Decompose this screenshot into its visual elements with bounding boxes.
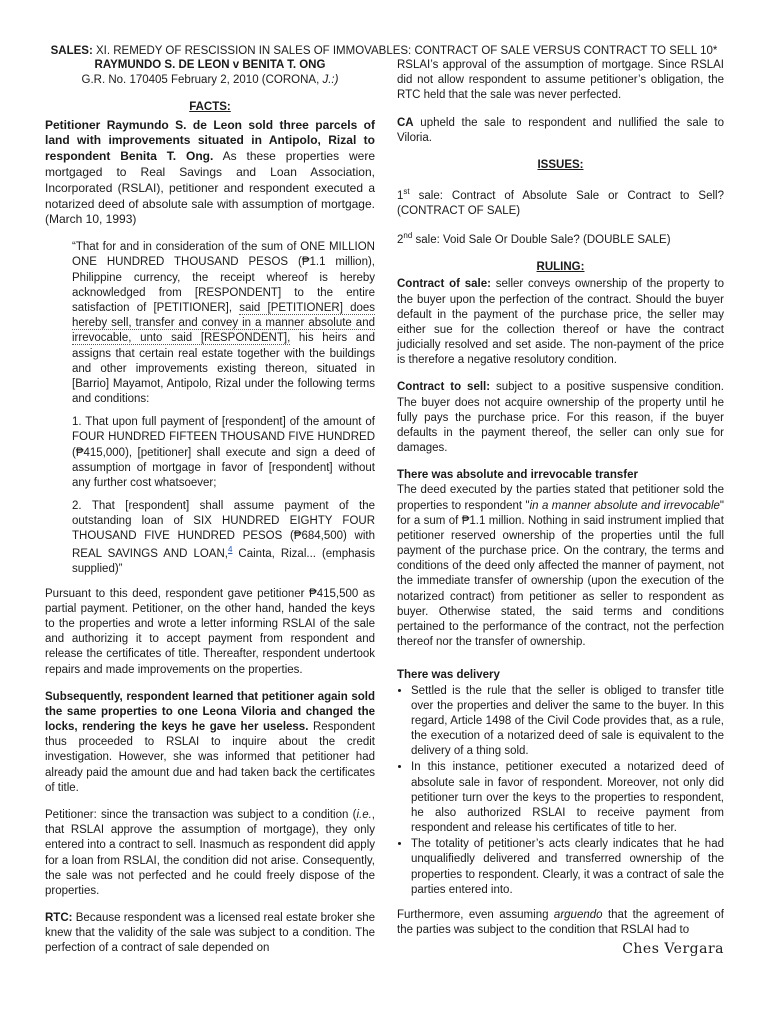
contract-to-sell-text: subject to a positive suspensive condition. The buyer does not acquire ownership of the property until he fully pays the purchase price. For this reason, if the buyer defaults in the payment thereof, the seller can only sue for damages. [397,381,724,455]
issue-1-num: 1 [397,189,404,202]
petitioner-label: Petitioner: [45,808,97,821]
contract-of-sale-text: seller conveys ownership of the property to the buyer upon the perfection of the contract. Should the buyer default in the payment of the purchase price, the seller may either sue for the collection thereof or have the contract judicially resolved and set aside. The non-payment of the price is therefore a negative resolutory condition. [397,278,724,367]
facts-intro-rest: As these properties were mortgaged to Real Savings and Loan Association, Incorporated (RSLAI), petitioner and respondent executed a notarized deed of absolute sale with assumption of mortgage. (March 10, 1993) [45,149,375,227]
quote-consideration [72,240,375,407]
quote-text-c: his heirs and assigns that certain real estate together with the buildings and other improvements existing thereon, situated in [Barrio] Mayamot, Antipolo, Rizal under the following terms and conditions: [72,332,375,406]
deed-quote [72,240,375,576]
para-partial-payment: Pursuant to this deed, respondent gave petitioner ₱415,500 as partial payment. Petitioner, on the other hand, handed the keys to the properties and wrote a letter informing RSLAI of the sale and authorizing it to accept payment from respondent and release the certificates of title. Thereafter, respondent undertook repairs and made improvements on the properties. [45,587,375,676]
para-subsequent-rest: Respondent thus proceeded to RSLAI to inquire about the credit investigation. However, she was informed that petitioner had already paid the amount due and had taken back the certificates of title. [45,721,375,794]
issue-2 [397,231,724,248]
ca-text: upheld the sale to respondent and nullified the sale to Viloria. [397,116,724,144]
issues-heading: ISSUES: [537,158,584,171]
issue-1 [397,187,724,219]
transfer-text-b: " for a sum of ₱1.1 million. Nothing in said instrument implied that petitioner reserved ownership of the properties until the full payment of the purchase price. On the contrary, the terms and conditions of the deed only affected the manner of payment, not the immediate transfer of ownership (upon the execution of the notarized contract) from petitioner as seller to respondent as buyer. Otherwise stated, the said terms and conditions pertained to the performance of the contract, not the perfection thereof nor the transfer of ownership. [397,499,724,649]
left-column [45,58,375,969]
para-ca [397,116,724,146]
furthermore-italic: arguendo [553,908,603,921]
case-reference [45,73,375,88]
facts-intro-bold: Petitioner Raymundo S. de Leon sold three parcels of land with improvements situated in Antipolo, Rizal to respondent Benita T. Ong. [45,117,375,164]
rtc-text: Because respondent was a licensed real estate broker she knew that the validity of the sale was subject to a condition. The perfection of a contract of sale depended on [45,912,375,955]
quote-item-2 [72,499,375,577]
issue-1-sup: st [403,187,410,197]
quote-text-emphasis: said [PETITIONER] does hereby sell, transfer and convey in a manner absolute and irrevocable, unto said [RESPONDENT], [72,302,376,345]
issue-2-text: sale: Void Sale Or Double Sale? (DOUBLE SALE) [412,234,671,247]
para-petitioner [45,808,375,899]
list-item: • Settled is the rule that the seller is obliged to transfer title over the properties and deliver the same to the buyer. In this regard, Article 1498 of the Civil Code provides that, as a rule, the execution of a notarized deed of sale is equivalent to the delivery of a thing sold. [411,684,724,760]
facts-heading: FACTS: [189,101,231,114]
para-subsequent-bold: Subsequently, respondent learned that petitioner again sold the same properties to one Leona Viloria and changed the locks, rendering the keys he gave her useless. [45,690,375,734]
list-item: • In this instance, petitioner executed a notarized deed of absolute sale in favor of respondent. Moreover, not only did petitioner turn over the keys to the properties to respondent, he also authorized RSLAI to receive payment from respondent and release his certificates of title to her. [411,760,724,836]
rtc-label: RTC: [45,912,73,925]
header-label: SALES: [50,45,93,57]
contract-of-sale-label: Contract of sale: [397,278,491,291]
facts-intro [45,118,375,229]
delivery-bullets [397,684,724,898]
issue-2-num: 2 [397,234,404,247]
petitioner-text-b: , that RSLAI approve the assumption of mortgage), they only entered into a contract to sell. Inasmuch as respondent did apply for a loan from RSLAI, the condition did not arise. Consequently, the sale was not perfected and he could freely dispose of the properties. [45,808,375,897]
footnote-link[interactable]: 4 [227,544,233,554]
case-ref-text: G.R. No. 170405 February 2, 2010 (CORONA, [81,74,323,87]
furthermore-text-a: Furthermore, even assuming [397,908,554,921]
rtc-continuation: RSLAI’s approval of the assumption of mortgage. Since RSLAI did not allow respondent to assume petitioner’s obligation, the RTC held that the sale was never perfected. [397,59,724,102]
para-transfer [397,483,724,650]
petitioner-ie: i.e. [356,808,372,821]
list-item: • The totality of petitioner’s acts clearly indicates that he had unqualifiedly delivered and transferred ownership of the properties to respondent. Clearly, it was a contract of sale the parties entered into. [411,837,724,898]
furthermore-text-b: that the agreement of the parties was subject to the condition that RSLAI had to [397,908,724,937]
right-column [397,58,724,950]
author-signature: Ches Vergara [622,941,724,957]
ca-label: CA [397,116,414,129]
contract-to-sell-label: Contract to sell: [397,381,491,394]
para-rtc [45,911,375,957]
quote-text-a: “That for and in consideration of the sum of ONE MILLION ONE HUNDRED THOUSAND PESOS (₱1.1 million), Philippine currency, the receipt whereof is hereby acknowledged from [RESPONDENT] to the entire satisfaction of [PETITIONER], [72,241,375,314]
issue-1-text: sale: Contract of Absolute Sale or Contract to Sell? (CONTRACT OF SALE) [397,189,724,218]
ruling-heading: RULING: [536,261,585,274]
quote-item-2-text: 2. That [respondent] shall assume payment of the outstanding loan of SIX HUNDRED EIGHTY FOUR THOUSAND FIVE HUNDRED PESOS (₱684,500) with REAL SAVINGS AND LOAN, [72,500,375,560]
issue-2-sup: nd [403,231,413,241]
para-subsequent-sale [45,690,375,796]
transfer-text-a: The deed executed by the parties stated that petitioner sold the properties to respondent " [397,484,724,512]
para-contract-of-sale [397,277,724,368]
transfer-heading: There was absolute and irrevocable transfer [397,469,638,482]
para-contract-to-sell [397,380,724,456]
case-justice: J.:) [322,74,339,87]
quote-item-1: 1. That upon full payment of [respondent] of the amount of FOUR HUNDRED FIFTEEN THOUSAND FIVE HUNDRED (₱415,000), [petitioner] shall execute and sign a deed of assumption of mortgage in favor of [respondent] without any further cost whatsoever; [72,416,375,489]
transfer-italic: in a manner absolute and irrevocable [529,499,720,512]
petitioner-text-a: since the transaction was subject to a condition ( [96,808,357,821]
delivery-heading: There was delivery [397,669,500,682]
page-header [0,44,768,59]
case-title: RAYMUNDO S. DE LEON v BENITA T. ONG [94,59,326,71]
header-text: XI. REMEDY OF RESCISSION IN SALES OF IMMOVABLES: CONTRACT OF SALE VERSUS CONTRACT TO SELL 10* [92,45,718,57]
quote-item-2-end: Cainta, Rizal... (emphasis supplied)” [72,547,375,575]
para-furthermore [397,908,724,938]
